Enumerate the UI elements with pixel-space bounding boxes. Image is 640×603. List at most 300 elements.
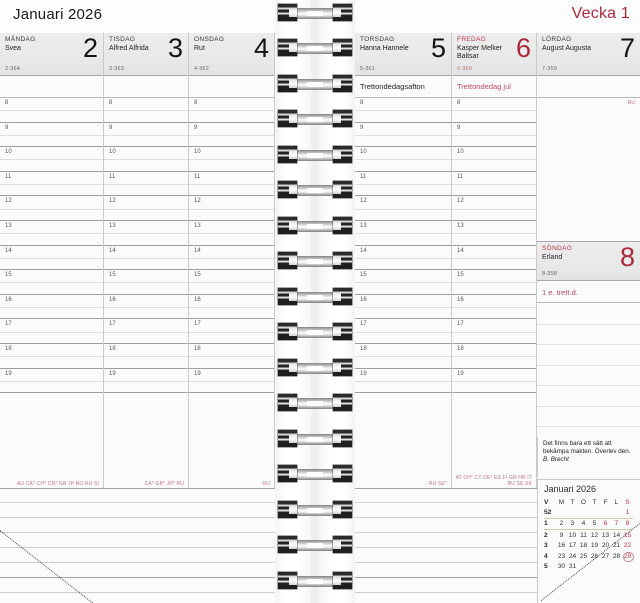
day-column-lordag-sondag[interactable]	[537, 33, 640, 488]
mini-calendar-day[interactable]: 20	[601, 542, 610, 550]
day-number: 2	[82, 33, 98, 63]
hour-slot[interactable]	[189, 295, 274, 320]
mini-calendar-day	[556, 507, 567, 518]
half-hour-divider	[452, 258, 536, 259]
day-of-year-label: 3-363	[109, 66, 125, 72]
mini-calendar-day[interactable]: 14	[612, 531, 621, 539]
holiday-row-sondag[interactable]	[537, 282, 640, 303]
hour-label: 19	[5, 370, 12, 377]
hour-slot[interactable]	[0, 270, 103, 295]
mini-calendar-week-row	[544, 507, 633, 518]
half-hour-divider	[104, 282, 188, 283]
holiday-row[interactable]	[452, 76, 536, 98]
hour-slot[interactable]	[452, 196, 536, 221]
note-line	[537, 406, 640, 407]
hour-label: 10	[360, 149, 367, 156]
hour-slot[interactable]	[189, 319, 274, 344]
mini-calendar-day[interactable]: 15	[623, 531, 632, 539]
hour-slot[interactable]	[189, 172, 274, 197]
country-codes-label: RU	[262, 481, 270, 487]
hour-slot[interactable]	[0, 196, 103, 221]
day-name-label: LÖRDAG	[542, 36, 572, 43]
day-header-onsdag	[189, 33, 274, 76]
quote-text: Det finns bara ett sätt att bekämpa makten. Överlev den.	[543, 440, 631, 455]
half-hour-divider	[452, 381, 536, 382]
hour-slot[interactable]	[189, 123, 274, 148]
day-number: 8	[619, 242, 635, 272]
mini-calendar-day[interactable]: 1	[625, 509, 630, 517]
mini-calendar-day	[600, 507, 611, 518]
hour-label: 13	[109, 222, 116, 229]
country-code-row	[0, 473, 103, 488]
day-number: 4	[253, 33, 269, 63]
hour-label: 19	[109, 370, 116, 377]
hour-slot[interactable]	[452, 98, 536, 123]
day-number: 7	[619, 33, 635, 63]
hour-slot[interactable]	[104, 172, 188, 197]
mini-calendar-day[interactable]: 12	[590, 531, 599, 539]
mini-calendar-day[interactable]: 17	[568, 542, 577, 550]
hour-label: 11	[194, 173, 201, 180]
half-hour-divider	[189, 381, 274, 382]
mini-calendar-day[interactable]: 18	[579, 542, 588, 550]
mini-calendar-week-number[interactable]: 2	[544, 531, 548, 539]
mini-calendar-col-header: O	[580, 498, 587, 506]
day-of-year-label: 8-358	[542, 271, 558, 277]
half-hour-divider	[452, 332, 536, 333]
hour-label: 15	[194, 272, 201, 279]
hour-slot[interactable]	[189, 270, 274, 295]
hour-slot[interactable]	[452, 369, 536, 394]
half-hour-divider	[452, 159, 536, 160]
hour-label: 10	[194, 149, 201, 156]
hour-label: 17	[5, 321, 12, 328]
half-hour-divider	[189, 282, 274, 283]
hour-label: 18	[360, 345, 367, 352]
hour-slot[interactable]	[0, 147, 103, 172]
mini-calendar-week-number[interactable]: 3	[544, 542, 548, 550]
day-header-sondag	[537, 241, 640, 281]
mini-calendar-day[interactable]: 11	[580, 531, 587, 539]
hour-slot[interactable]	[355, 369, 451, 394]
half-hour-divider	[104, 307, 188, 308]
hour-label: 16	[360, 296, 367, 303]
day-header-tisdag	[104, 33, 188, 76]
hour-slot[interactable]	[0, 295, 103, 320]
mini-calendar-week-number[interactable]: 1	[544, 518, 556, 529]
half-hour-divider	[189, 258, 274, 259]
hour-label: 9	[109, 124, 113, 131]
half-hour-divider	[0, 307, 103, 308]
note-line	[0, 488, 537, 489]
hour-slot[interactable]	[104, 246, 188, 271]
name-day-label: August Augusta	[542, 45, 592, 52]
hour-slot[interactable]	[355, 270, 451, 295]
mini-calendar-day	[611, 507, 622, 518]
hour-label: 8	[194, 100, 198, 106]
hour-slot[interactable]	[104, 295, 188, 320]
half-hour-divider	[452, 233, 536, 234]
hour-slot[interactable]	[189, 196, 274, 221]
half-hour-divider	[355, 356, 451, 357]
mini-calendar-day[interactable]: 4	[578, 518, 589, 529]
note-line	[537, 426, 640, 427]
hour-label: 8	[360, 100, 364, 106]
half-hour-divider	[452, 209, 536, 210]
hour-label: 17	[360, 321, 367, 328]
hour-slot[interactable]	[189, 344, 274, 369]
day-name-label: TORSDAG	[360, 36, 395, 43]
note-line	[537, 324, 640, 325]
mini-calendar-day[interactable]: 31	[568, 563, 577, 571]
day-column-onsdag[interactable]	[189, 33, 275, 488]
half-hour-divider	[189, 233, 274, 234]
hour-label: 9	[457, 124, 461, 131]
half-hour-divider	[355, 135, 451, 136]
day-number: 3	[167, 33, 183, 63]
hour-slot[interactable]	[355, 344, 451, 369]
hour-slot[interactable]	[452, 344, 536, 369]
lordag-notes-area[interactable]	[537, 99, 640, 241]
day-name-label: TISDAG	[109, 36, 136, 43]
hour-label: 19	[457, 370, 464, 377]
hour-slot[interactable]	[452, 172, 536, 197]
half-hour-divider	[355, 282, 451, 283]
quote-author: B. Brecht	[543, 456, 569, 463]
hour-slot[interactable]	[355, 172, 451, 197]
half-hour-divider	[0, 332, 103, 333]
name-day-label: Alfred Alfrida	[109, 45, 149, 52]
half-hour-divider	[355, 381, 451, 382]
hour-label: 8	[109, 100, 113, 106]
hour-label: 15	[5, 272, 12, 279]
hour-label: 18	[5, 345, 12, 352]
mini-calendar-week-row	[544, 541, 633, 551]
half-hour-divider	[189, 332, 274, 333]
hour-label: 11	[360, 173, 367, 180]
holiday-row[interactable]	[104, 76, 188, 98]
hour-slot[interactable]	[189, 147, 274, 172]
hour-slot[interactable]	[355, 123, 451, 148]
mini-calendar-day[interactable]: 29	[623, 552, 632, 560]
hour-label: 14	[109, 247, 116, 254]
mini-calendar-day[interactable]: 3	[567, 518, 578, 529]
hour-label: 12	[457, 198, 464, 205]
hour-label: 11	[457, 173, 464, 180]
mini-calendar-col-header: T	[570, 498, 575, 506]
mini-calendar-day[interactable]: 24	[568, 552, 577, 560]
mini-calendar-day[interactable]: 19	[590, 542, 599, 550]
half-hour-divider	[0, 159, 103, 160]
hour-slot[interactable]	[452, 295, 536, 320]
day-header-lordag	[537, 33, 640, 76]
half-hour-divider	[452, 282, 536, 283]
day-of-year-label: 6-360	[457, 66, 473, 72]
half-hour-divider	[355, 159, 451, 160]
mini-calendar-day[interactable]: 16	[557, 542, 566, 550]
holiday-row[interactable]	[0, 76, 103, 98]
country-code-row	[452, 473, 536, 488]
page-header	[0, 0, 640, 33]
hour-slot[interactable]	[355, 246, 451, 271]
mini-calendar-title: Januari 2026	[544, 484, 597, 494]
half-hour-divider	[104, 184, 188, 185]
mini-calendar-day[interactable]: 23	[557, 552, 566, 560]
mini-calendar-day[interactable]: 10	[568, 531, 577, 539]
page-title: Januari 2026	[13, 6, 103, 23]
mini-calendar-day[interactable]: 9	[559, 531, 564, 539]
hour-slot[interactable]	[0, 98, 103, 123]
half-hour-divider	[0, 184, 103, 185]
hour-slot[interactable]	[452, 246, 536, 271]
hour-slot[interactable]	[104, 123, 188, 148]
half-hour-divider	[355, 332, 451, 333]
day-header-fredag	[452, 33, 536, 76]
hour-label: 14	[457, 247, 464, 254]
hour-label: 12	[194, 198, 201, 205]
half-hour-divider	[104, 258, 188, 259]
mini-calendar-day[interactable]: 22	[623, 542, 632, 550]
country-code-row	[355, 473, 451, 488]
hour-slot[interactable]	[452, 319, 536, 344]
holiday-label: 1 e. trett.d.	[542, 288, 578, 297]
mini-calendar-week-number[interactable]: 4	[544, 552, 548, 560]
half-hour-divider	[452, 184, 536, 185]
half-hour-divider	[104, 135, 188, 136]
mini-calendar-col-header: M	[558, 498, 565, 506]
country-codes-label: AT CH* CY DE* ES FI GR HR IT RU SE SK	[455, 475, 532, 487]
mini-calendar-week-row	[544, 551, 633, 561]
hour-slot[interactable]	[0, 221, 103, 246]
half-hour-divider	[189, 307, 274, 308]
half-hour-divider	[0, 209, 103, 210]
note-line	[0, 577, 537, 578]
country-codes-label-sunday: RU	[627, 100, 635, 106]
mini-calendar[interactable]	[537, 479, 640, 603]
holiday-row[interactable]	[355, 76, 451, 98]
mini-calendar-day[interactable]: 21	[612, 542, 621, 550]
day-of-year-label: 4-362	[194, 66, 210, 72]
mini-calendar-day[interactable]: 6	[600, 518, 611, 529]
hour-slots-torsdag	[355, 98, 451, 393]
hour-label: 14	[194, 247, 201, 254]
country-codes-label: AU CA* CH* CN* GB JP RO RU SI	[16, 481, 99, 487]
mini-calendar-week-row	[544, 518, 633, 529]
day-number: 5	[430, 33, 446, 63]
day-of-year-label: 7-359	[542, 66, 558, 72]
hour-label: 18	[457, 345, 464, 352]
hour-label: 10	[457, 149, 464, 156]
mini-calendar-header-row	[544, 497, 633, 507]
note-line	[0, 562, 537, 563]
hour-slot[interactable]	[189, 98, 274, 123]
name-day-label: Svea	[5, 45, 21, 52]
half-hour-divider	[104, 233, 188, 234]
mini-calendar-day[interactable]: 7	[611, 518, 622, 529]
mini-calendar-day[interactable]: 27	[601, 552, 610, 560]
mini-calendar-day[interactable]: 30	[557, 563, 566, 571]
mini-calendar-col-header: F	[603, 498, 608, 506]
hour-slot[interactable]	[355, 221, 451, 246]
hour-slot[interactable]	[0, 369, 103, 394]
hour-slot[interactable]	[452, 123, 536, 148]
half-hour-divider	[0, 110, 103, 111]
hour-slot[interactable]	[0, 123, 103, 148]
hour-slot[interactable]	[452, 270, 536, 295]
mini-calendar-day	[600, 561, 611, 571]
hour-slot[interactable]	[189, 221, 274, 246]
mini-calendar-day	[622, 561, 633, 571]
hour-label: 17	[194, 321, 201, 328]
half-hour-divider	[0, 135, 103, 136]
note-line	[0, 517, 537, 518]
half-hour-divider	[355, 110, 451, 111]
hour-label: 16	[5, 296, 12, 303]
hour-slot[interactable]	[104, 221, 188, 246]
half-hour-divider	[189, 135, 274, 136]
hour-label: 13	[457, 222, 464, 229]
mini-calendar-day	[578, 507, 589, 518]
hour-label: 13	[360, 222, 367, 229]
name-day-label: Erland	[542, 254, 563, 261]
hour-label: 10	[109, 149, 116, 156]
hour-label: 13	[194, 222, 201, 229]
hour-label: 9	[194, 124, 198, 131]
hour-slot[interactable]	[452, 221, 536, 246]
half-hour-divider	[0, 233, 103, 234]
hour-slot[interactable]	[104, 344, 188, 369]
mini-calendar-table	[544, 497, 633, 572]
hour-slot[interactable]	[104, 270, 188, 295]
hour-label: 16	[109, 296, 116, 303]
country-code-row	[104, 473, 188, 488]
hour-label: 12	[360, 198, 367, 205]
note-line	[537, 385, 640, 386]
half-hour-divider	[452, 356, 536, 357]
note-line	[0, 532, 537, 533]
hour-slot[interactable]	[104, 369, 188, 394]
half-hour-divider	[104, 356, 188, 357]
country-code-row	[189, 473, 274, 488]
hour-label: 15	[360, 272, 367, 279]
mini-calendar-day[interactable]: 8	[622, 518, 633, 529]
half-hour-divider	[189, 184, 274, 185]
hour-slot[interactable]	[189, 369, 274, 394]
day-header-mandag	[0, 33, 103, 76]
half-hour-divider	[189, 356, 274, 357]
half-hour-divider	[104, 332, 188, 333]
mini-calendar-col-header: S	[625, 498, 630, 506]
hour-label: 14	[5, 247, 12, 254]
mini-calendar-week-number[interactable]: 5	[544, 563, 548, 571]
hour-slot[interactable]	[355, 147, 451, 172]
hour-slot[interactable]	[355, 295, 451, 320]
day-of-year-label: 2-364	[5, 66, 21, 72]
half-hour-divider	[355, 184, 451, 185]
hour-slot[interactable]	[355, 319, 451, 344]
hour-slot[interactable]	[0, 344, 103, 369]
day-name-label: SÖNDAG	[542, 245, 573, 252]
half-hour-divider	[189, 159, 274, 160]
mini-calendar-week-number[interactable]: 52	[544, 509, 552, 517]
hour-label: 12	[109, 198, 116, 205]
hour-slot[interactable]	[189, 246, 274, 271]
mini-calendar-day[interactable]: 28	[612, 552, 621, 560]
hour-slot[interactable]	[104, 147, 188, 172]
mini-calendar-day[interactable]: 5	[589, 518, 600, 529]
hour-slots-tisdag	[104, 98, 188, 393]
half-hour-divider	[355, 233, 451, 234]
mini-calendar-day[interactable]: 25	[579, 552, 588, 560]
mini-calendar-day	[589, 561, 600, 571]
hour-slot[interactable]	[355, 196, 451, 221]
half-hour-divider	[104, 110, 188, 111]
mini-calendar-day[interactable]: 2	[556, 518, 567, 529]
hour-slot[interactable]	[104, 196, 188, 221]
bottom-notes-area[interactable]	[0, 488, 537, 603]
hour-slot[interactable]	[0, 246, 103, 271]
hour-label: 15	[457, 272, 464, 279]
day-column-fredag[interactable]	[452, 33, 537, 488]
holiday-label: Trettondedag jul	[457, 82, 511, 91]
half-hour-divider	[104, 209, 188, 210]
binding-gutter-column	[275, 33, 355, 488]
country-codes-label: CA* GB* JP* RU	[144, 481, 184, 487]
name-day-label: Rut	[194, 45, 205, 52]
hour-slot[interactable]	[0, 172, 103, 197]
half-hour-divider	[104, 159, 188, 160]
week-number-label: Vecka 1	[571, 5, 630, 22]
half-hour-divider	[189, 209, 274, 210]
hour-label: 16	[194, 296, 201, 303]
hour-slots-mandag	[0, 98, 103, 393]
hour-slot[interactable]	[355, 98, 451, 123]
hour-label: 8	[5, 100, 9, 106]
day-name-label: MÅNDAG	[5, 36, 36, 43]
hour-slot[interactable]	[0, 319, 103, 344]
half-hour-divider	[189, 110, 274, 111]
half-hour-divider	[0, 258, 103, 259]
mini-calendar-day	[567, 507, 578, 518]
mini-calendar-col-header: L	[614, 498, 619, 506]
mini-calendar-day[interactable]: 13	[601, 531, 610, 539]
hour-slot[interactable]	[104, 98, 188, 123]
half-hour-divider	[355, 258, 451, 259]
holiday-row[interactable]	[189, 76, 274, 98]
name-day-label: Hanna Hannele	[360, 45, 409, 52]
half-hour-divider	[452, 110, 536, 111]
hour-slot[interactable]	[452, 147, 536, 172]
holiday-row[interactable]	[537, 76, 640, 98]
hour-label: 11	[109, 173, 116, 180]
note-line	[0, 547, 537, 548]
note-line	[0, 502, 537, 503]
hour-label: 19	[194, 370, 201, 377]
day-number: 6	[515, 33, 531, 63]
hour-label: 11	[5, 173, 12, 180]
day-column-torsdag[interactable]	[355, 33, 452, 488]
hour-slot[interactable]	[104, 319, 188, 344]
mini-calendar-day	[611, 561, 622, 571]
mini-calendar-day[interactable]: 26	[590, 552, 599, 560]
day-column-tisdag[interactable]	[104, 33, 189, 488]
mini-calendar-col-header: T	[592, 498, 597, 506]
hour-label: 15	[109, 272, 116, 279]
hour-label: 18	[109, 345, 116, 352]
day-column-mandag[interactable]	[0, 33, 104, 488]
day-header-torsdag	[355, 33, 451, 76]
half-hour-divider	[452, 135, 536, 136]
